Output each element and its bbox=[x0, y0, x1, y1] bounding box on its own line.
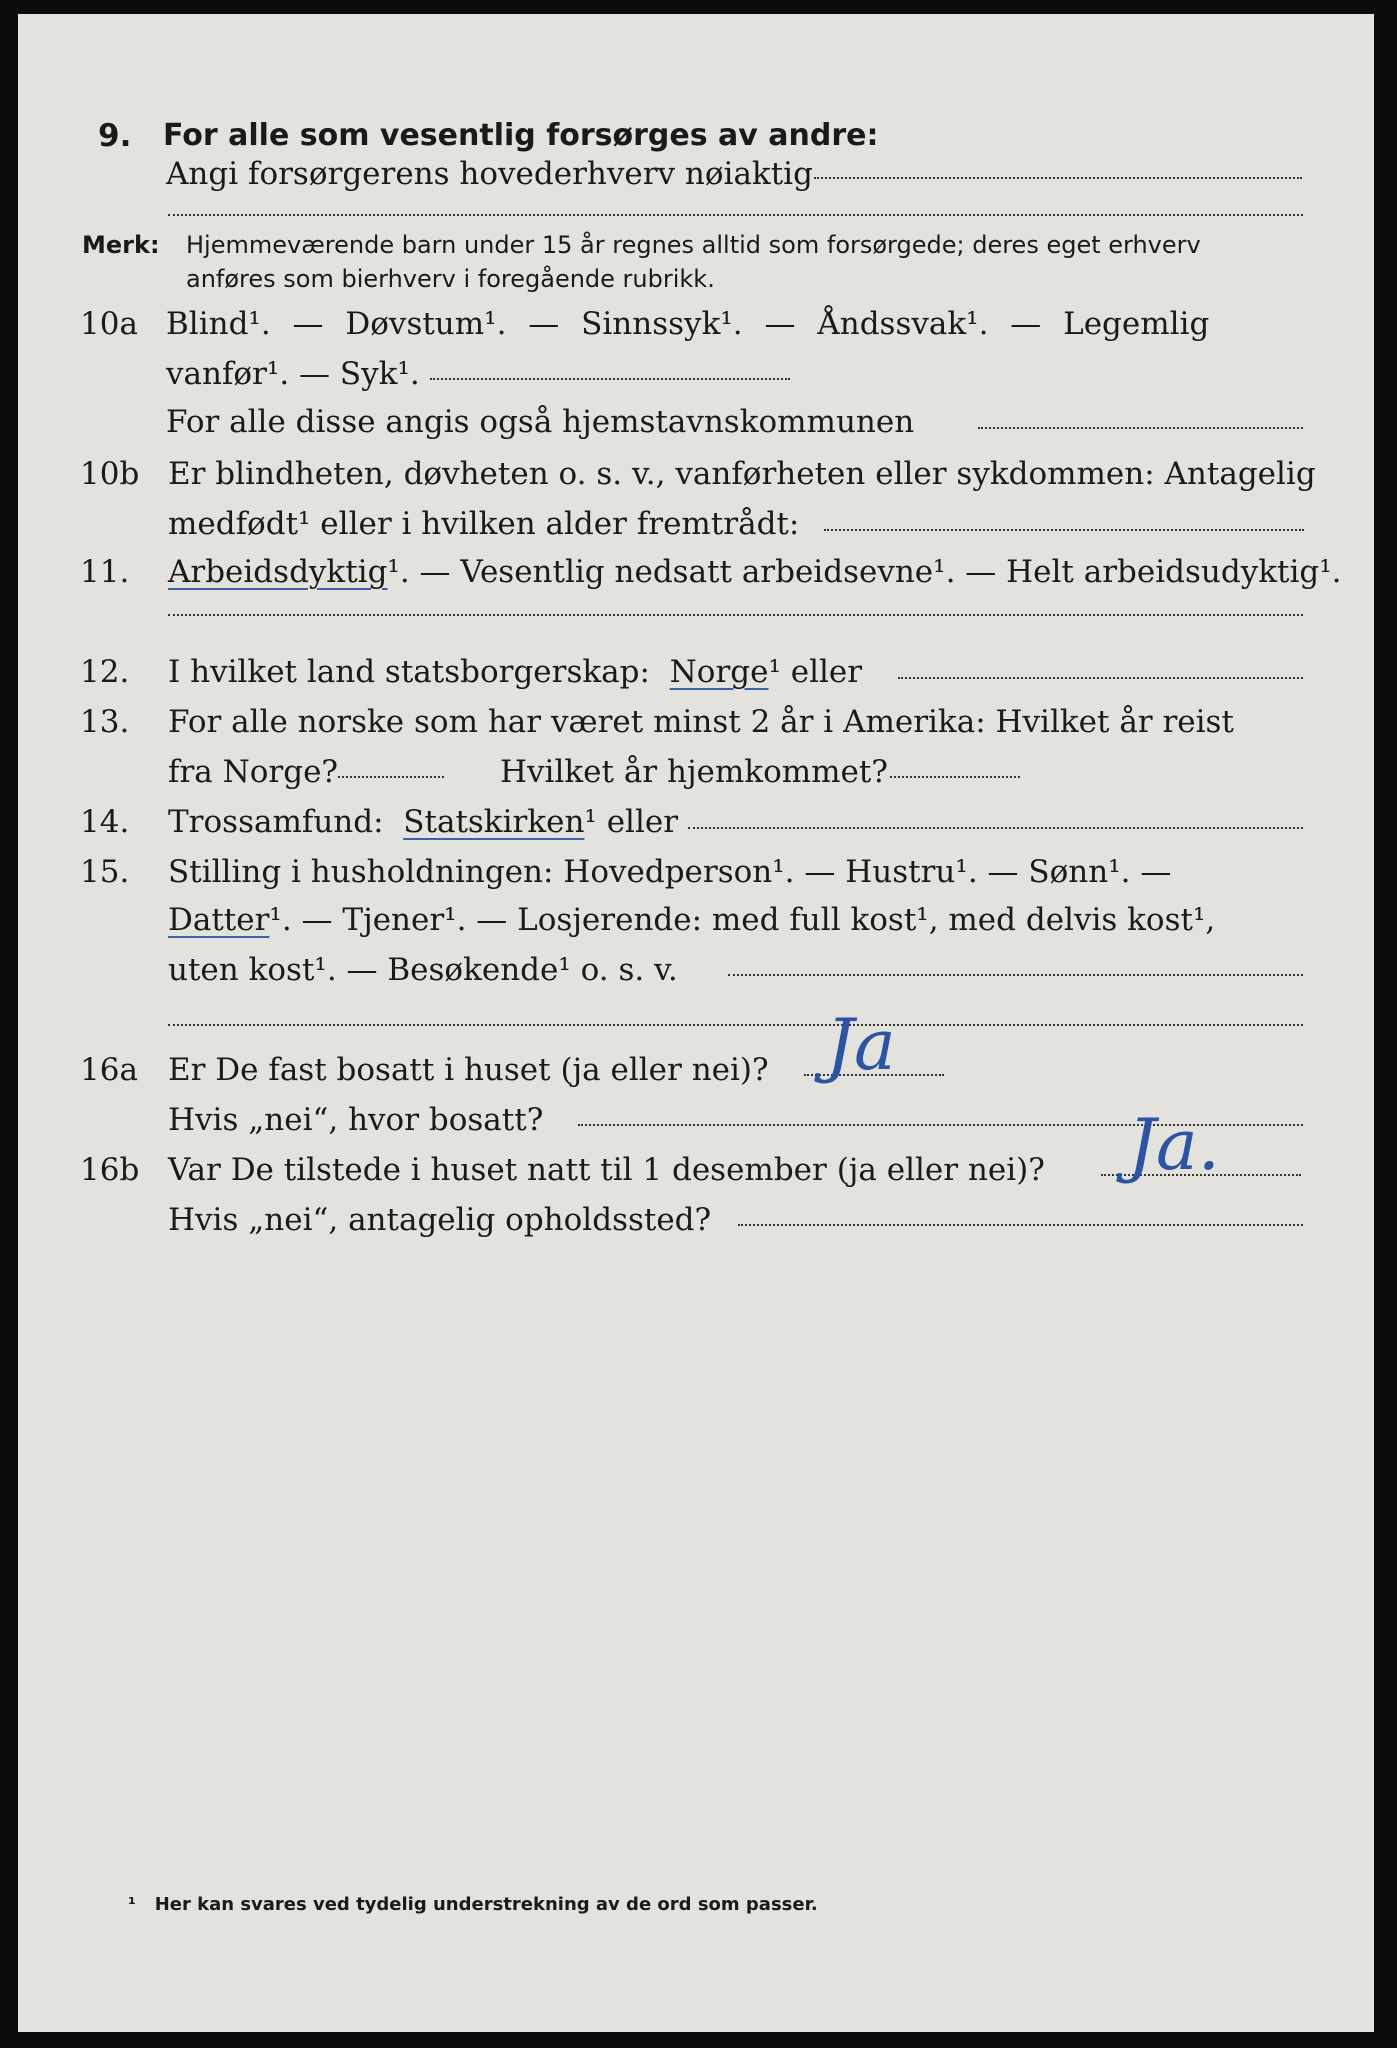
q16a-number: 16a bbox=[80, 1052, 138, 1088]
q10a-number: 10a bbox=[80, 306, 138, 342]
q16b-handwritten-answer: Ja. bbox=[1128, 1104, 1221, 1186]
q9-line-text: Angi forsørgerens hovederhverv nøiaktig bbox=[166, 156, 813, 192]
q12-underlined: Norge bbox=[669, 654, 769, 690]
q13-hjem-rule bbox=[890, 776, 1020, 778]
q14-number: 14. bbox=[80, 804, 130, 840]
q15-line-3: uten kost¹. — Besøkende¹ o. s. v. bbox=[168, 952, 678, 988]
q12-line bbox=[168, 652, 862, 692]
q9-number: 9. bbox=[98, 118, 132, 154]
q13-line-1: For alle norske som har været minst 2 år i Amerika: Hvilket år reist bbox=[168, 704, 1234, 740]
q9-answer-rule bbox=[814, 177, 1302, 179]
q13-reist-rule bbox=[338, 776, 444, 778]
q12-pre: I hvilket land statsborgerskap: bbox=[168, 654, 650, 690]
footnote bbox=[128, 1894, 818, 1915]
q11-line bbox=[168, 552, 1342, 592]
q10a-syk-rule bbox=[430, 378, 790, 380]
q15-answer-rule bbox=[728, 974, 1303, 976]
q14-post: ¹ eller bbox=[584, 804, 679, 840]
merk-line-2: anføres som bierhverv i foregående rubrikk. bbox=[186, 265, 715, 293]
q10a-kommune-rule bbox=[978, 427, 1303, 429]
q12-answer-rule bbox=[898, 677, 1303, 679]
q10b-line-2: medfødt¹ eller i hvilken alder fremtrådt: bbox=[168, 506, 800, 542]
q16b-opphold-rule bbox=[738, 1224, 1303, 1226]
q10b-answer-rule bbox=[824, 529, 1304, 531]
q16b-line-2: Hvis „nei“, antagelig opholdssted? bbox=[168, 1202, 712, 1238]
census-form-page bbox=[18, 14, 1374, 2032]
q14-underlined: Statskirken bbox=[403, 804, 585, 840]
merk-line-1: Hjemmeværende barn under 15 år regnes alltid som forsørgede; deres eget erhverv bbox=[186, 231, 1201, 259]
q14-answer-rule bbox=[688, 827, 1303, 829]
merk-label: Merk: bbox=[82, 231, 160, 259]
q16b-line-1: Var De tilstede i huset natt til 1 desember (ja eller nei)? bbox=[168, 1152, 1045, 1188]
q16a-handwritten-answer: Ja bbox=[826, 1004, 896, 1086]
q11-underlined: Arbeidsdyktig bbox=[168, 554, 388, 590]
q10a-line-1: Blind¹. — Døvstum¹. — Sinnssyk¹. — Åndssvak¹. — Legemlig bbox=[166, 306, 1210, 342]
q9-answer-rule-2 bbox=[168, 214, 1303, 216]
q10a-line-3: For alle disse angis også hjemstavnskommunen bbox=[166, 404, 915, 440]
q13-line-2b: Hvilket år hjemkommet? bbox=[500, 754, 888, 790]
q10b-line-1: Er blindheten, døvheten o. s. v., vanførheten eller sykdommen: Antagelig bbox=[168, 456, 1316, 492]
q15-underlined: Datter bbox=[168, 902, 270, 938]
q16a-line-2: Hvis „nei“, hvor bosatt? bbox=[168, 1102, 544, 1138]
q15-line-2 bbox=[168, 900, 1215, 940]
q16a-line-1: Er De fast bosatt i huset (ja eller nei)? bbox=[168, 1052, 769, 1088]
q12-number: 12. bbox=[80, 654, 130, 690]
q15-answer-rule-2 bbox=[168, 1024, 1303, 1026]
q16b-number: 16b bbox=[80, 1152, 140, 1188]
q9-line bbox=[166, 154, 813, 194]
q14-line bbox=[168, 802, 678, 842]
q9-heading: For alle som vesentlig forsørges av andre: bbox=[163, 118, 879, 153]
footnote-text: Her kan svares ved tydelig understrekning av de ord som passer. bbox=[154, 1894, 818, 1915]
q11-number: 11. bbox=[80, 554, 130, 590]
q11-answer-rule bbox=[168, 614, 1303, 616]
footnote-mark: ¹ bbox=[128, 1894, 136, 1915]
q15-line-2-rest: ¹. — Tjener¹. — Losjerende: med full kost¹, med delvis kost¹, bbox=[269, 902, 1216, 938]
q10b-number: 10b bbox=[80, 456, 140, 492]
q15-number: 15. bbox=[80, 854, 130, 890]
q11-rest: ¹. — Vesentlig nedsatt arbeidsevne¹. — Helt arbeidsudyktig¹. bbox=[387, 554, 1342, 590]
q13-number: 13. bbox=[80, 704, 130, 740]
q10a-line-2: vanfør¹. — Syk¹. bbox=[166, 356, 420, 392]
q14-pre: Trossamfund: bbox=[168, 804, 384, 840]
q12-post: ¹ eller bbox=[768, 654, 863, 690]
q13-line-2a: fra Norge? bbox=[168, 754, 339, 790]
q15-line-1: Stilling i husholdningen: Hovedperson¹. — Hustru¹. — Sønn¹. — bbox=[168, 854, 1172, 890]
